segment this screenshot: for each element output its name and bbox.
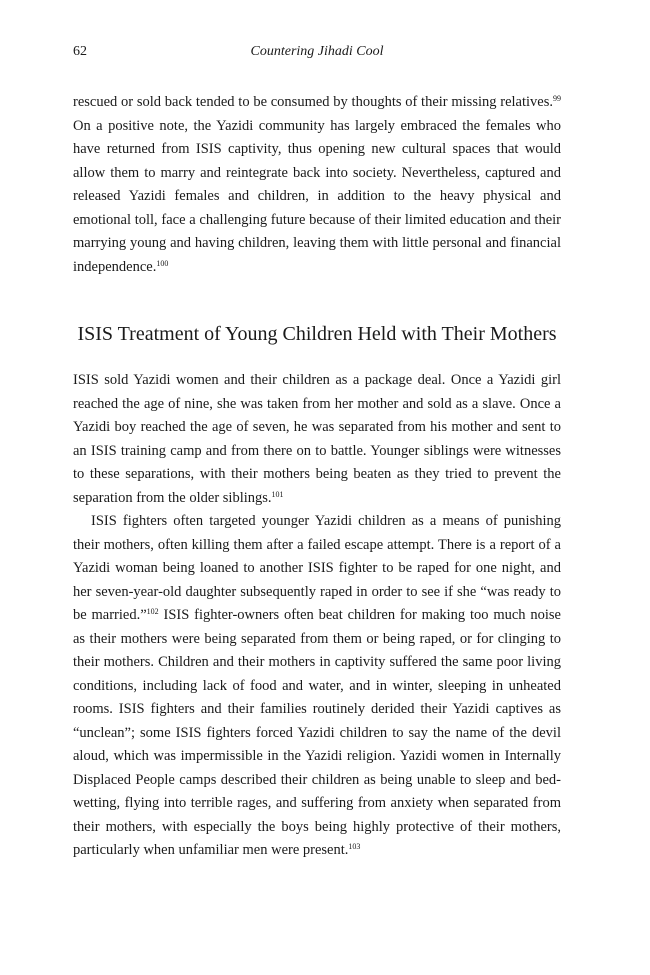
section-heading: ISIS Treatment of Young Children Held with Their Mothers bbox=[77, 323, 557, 345]
footnote-ref-103: 103 bbox=[348, 842, 361, 851]
section-paragraph-2 bbox=[73, 510, 561, 863]
paragraph2-text-part1: ISIS fighters often targeted younger Yazidi children as a means of punishing their mothers, often killing them after a failed escape attempt. There is a report of a Yazidi woman being loaned to another ISIS fighter to be raped for one night, and her seven-year-old daughter subsequently raped in order to see if she “was ready to be married.” bbox=[73, 513, 561, 623]
footnote-ref-100: 100 bbox=[156, 258, 169, 268]
section-paragraph-1 bbox=[73, 369, 561, 510]
footnote-ref-99: 99 bbox=[553, 94, 561, 103]
section-body bbox=[73, 369, 561, 863]
intro-paragraph bbox=[73, 91, 561, 279]
footnote-ref-101: 101 bbox=[271, 489, 284, 499]
paragraph1-text: ISIS sold Yazidi women and their children as a package deal. Once a Yazidi girl reached the age of nine, she was taken from her mother and sold as a slave. Once a Yazidi boy reached the age of seven, he was separated from his mother and sent to an ISIS training camp and from there on to battle. Younger siblings were witnesses to these separations, with their mothers being beaten as they tried to prevent the separation from the older siblings. bbox=[73, 372, 561, 506]
paragraph2-text-part2: ISIS fighter-owners often beat children for making too much noise as their mothers were being separated from them or being raped, or for clinging to their mothers. Children and their mothers in captivity suffered the same poor living conditions, including lack of food and water, and in winter, sleeping in unheated rooms. ISIS fighters and their families routinely derided their Yazidi captives as “unclean”; some ISIS fighters forced Yazidi children to say the name of the devil aloud, which was impermissible in the Yazidi religion. Yazidi women in Internally Displaced People camps described their children as being unable to sleep and bed-wetting, flying into terrible rages, and suffering from anxiety when separated from their mothers, with especially the boys being highly protective of their mothers, particularly when unfamiliar men were present. bbox=[73, 607, 561, 858]
intro-text-part1: rescued or sold back tended to be consumed by thoughts of their missing relatives. bbox=[73, 94, 553, 110]
page-number: 62 bbox=[73, 44, 87, 59]
intro-paragraph-block bbox=[73, 91, 561, 279]
running-head bbox=[73, 44, 561, 66]
running-title: Countering Jihadi Cool bbox=[250, 44, 384, 59]
footnote-ref-102: 102 bbox=[146, 607, 159, 616]
intro-text-part2: On a positive note, the Yazidi community has largely embraced the females who have returned from ISIS captivity, thus opening new cultural spaces that would allow them to marry and reintegrate back into society. Nevertheless, captured and released Yazidi females and children, in addition to the heavy physical and emotional toll, face a challenging future because of their limited education and their marrying young and having children, leaving them with little personal and financial independence. bbox=[73, 117, 561, 275]
